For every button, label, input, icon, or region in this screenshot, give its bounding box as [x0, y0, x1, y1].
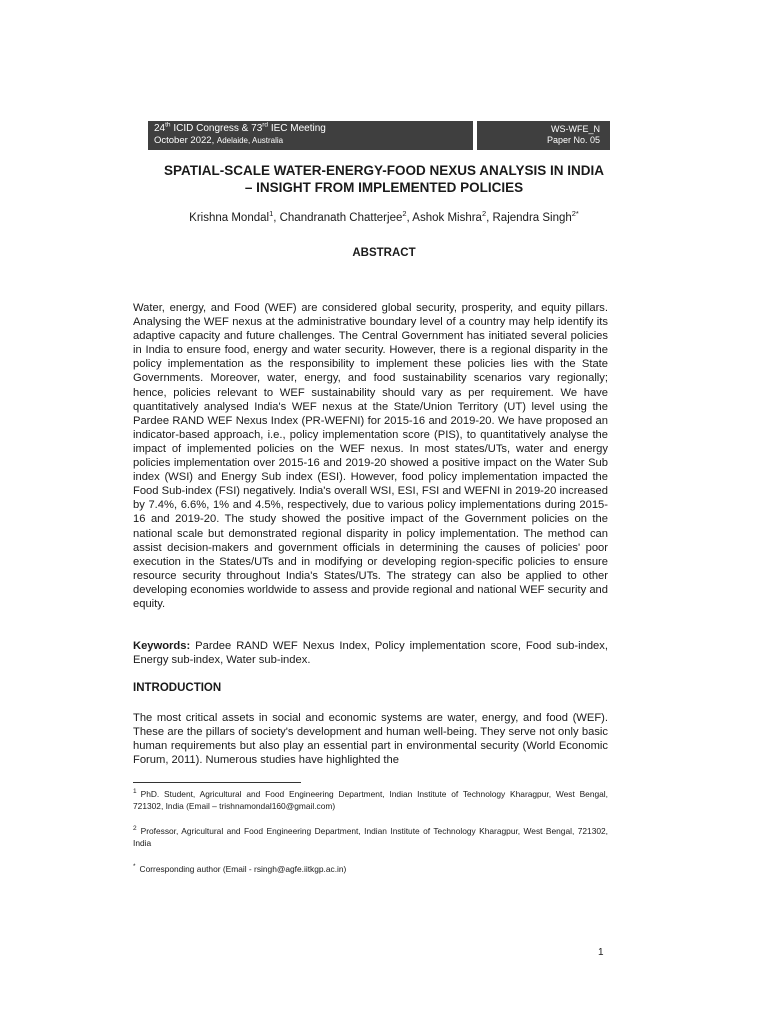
conference-info	[148, 121, 473, 150]
footnote: * Corresponding author (Email - rsingh@agfe.iitkgp.ac.in)	[133, 863, 347, 874]
introduction-heading: INTRODUCTION	[133, 682, 222, 694]
footnote-rule	[133, 782, 301, 783]
introduction-body: The most critical assets in social and economic systems are water, energy, and food (WEF). These are the pillars of society's development and human well-being. They serve not only basic human requirements but also play an essential part in environmental security (World Economic Forum, 2011). Numerous studies have highlighted the	[133, 712, 608, 767]
paper-code: WS-WFE_N	[551, 124, 600, 134]
conference-header	[148, 121, 610, 150]
congress-line: 24th ICID Congress & 73rd IEC Meeting	[154, 121, 326, 134]
footnote: $^1$ PhD. Student, Agricultural and Food Engineering Department, Indian Institute of Technology Kharagpur, West Bengal, 721302, India (Email – trishnamondal160@gmail.com)	[133, 788, 608, 811]
page-number: 1	[598, 947, 604, 958]
footnote: $^2$ Professor, Agricultural and Food Engineering Department, Indian Institute of Technology Kharagpur, West Bengal, 721302, India	[133, 825, 608, 848]
keywords-text: Pardee RAND WEF Nexus Index, Policy implementation score, Food sub-index, Energy sub-index, Water sub-index.	[133, 640, 608, 667]
author-list: Krishna Mondal$^1$, Chandranath Chatterjee$^2$, Ashok Mishra$^2$, Rajendra Singh$^{2*}$	[189, 209, 579, 224]
keywords-label: Keywords:	[133, 640, 191, 652]
date-location: October 2022, Adelaide, Australia	[154, 135, 284, 146]
abstract-heading: ABSTRACT	[352, 247, 416, 259]
author: Ashok Mishra	[412, 212, 482, 224]
abstract-body: Water, energy, and Food (WEF) are considered global security, prosperity, and equity pillars. Analysing the WEF nexus at the administrative boundary level of a country may help identify its adaptive capacity and future challenges. The Central Government has initiated several policies in India to ensure food, energy and water security. However, there is a regional disparity in the policy implementation as the responsibility to implement these policies lies with the State Governments. Moreover, water, energy, and food sustainability scenarios vary regionally; hence, policies relevant to WEF sustainability should vary as per requirement. We have quantitatively analysed India's WEF nexus at the State/Union Territory (UT) level using the Pardee RAND WEF Nexus Index (PR-WEFNI) for 2015-16 and 2019-20. We have proposed an indicator-based approach, i.e., policy implementation score (PIS), to quantitatively analyse the impact of implemented policies on the WEF nexus. In most states/UTs, water and energy policies implementation over 2015-16 and 2019-20 showed a positive impact on the Water Sub index (WSI) and Energy Sub index (ESI). However, food policy implementation impacted the Food Sub-index (FSI) negatively. India's overall WSI, ESI, FSI and WEFNI in 2019-20 increased by 7.4%, 6.6%, 1% and 4.5%, respectively, due to various policy implementations during 2015-16 and 2019-20. The study showed the positive impact of the Government policies on the national scale but demonstrated regional disparity in policy implementation. The method can assist decision-makers and government officials in determining the causes of policies' poor execution in the States/UTs and in modifying or developing region-specific policies to ensure resource security throughout India's States/UTs. The strategy can also be applied to other developing economies worldwide to assess and provide regional and national WEF security and equity.	[133, 302, 608, 610]
paper-id	[477, 121, 610, 150]
author: Krishna Mondal	[189, 212, 270, 224]
keywords	[133, 639, 608, 667]
paper-number: Paper No. 05	[546, 135, 600, 145]
author: Chandranath Chatterjee	[279, 212, 403, 224]
paper-title: SPATIAL-SCALE WATER-ENERGY-FOOD NEXUS ANALYSIS IN INDIA – INSIGHT FROM IMPLEMENTED POLICIES	[163, 163, 605, 195]
author: Rajendra Singh	[492, 212, 572, 224]
